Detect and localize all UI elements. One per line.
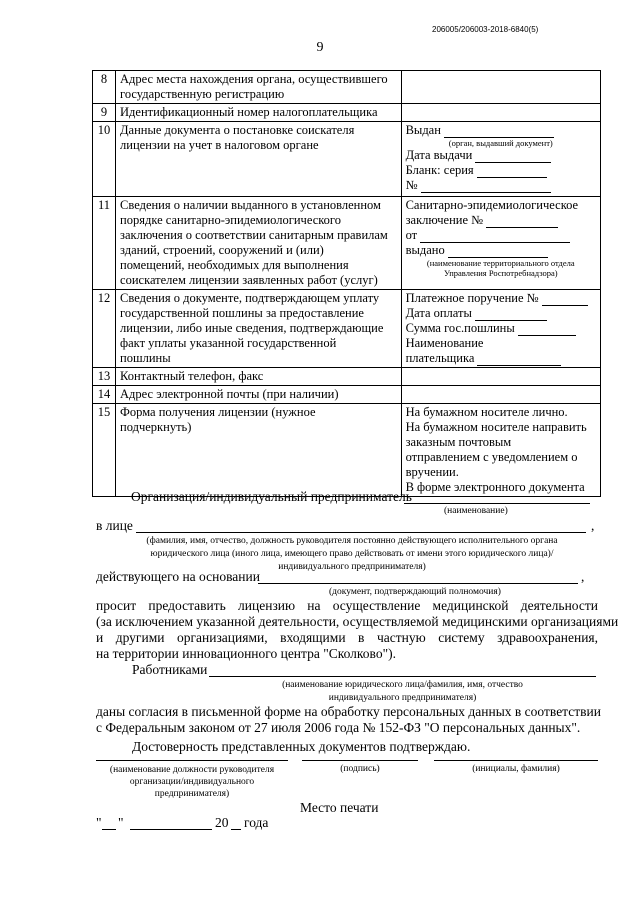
description-line: пошлины (120, 351, 171, 365)
value-hint: (наименование территориального отдела (426, 258, 575, 268)
table-row (93, 104, 601, 122)
position-hint: (наименование должности руководителя организации/индивидуального предпринимателя) (109, 765, 275, 799)
row-value[interactable] (401, 197, 600, 290)
row-value[interactable] (401, 404, 600, 497)
date-quote-close: " (118, 815, 124, 830)
date-year-prefix: 20 (215, 815, 229, 830)
value-line: Санитарно-эпидемиологическое (405, 198, 579, 212)
workers-hint: (наименование юридического лица/фамилия, имя, отчество индивидуального предпринимателя) (282, 680, 523, 703)
basis-comma: , (581, 569, 585, 584)
fill-in-line[interactable] (444, 125, 554, 138)
row-number: 10 (93, 122, 116, 197)
value-line: На бумажном носителе направить (405, 420, 587, 434)
value-line: отправлением с уведомлением о (405, 450, 578, 464)
row-number: 14 (93, 386, 116, 404)
basis-line[interactable] (258, 583, 578, 584)
org-name-line[interactable] (404, 503, 590, 504)
description-line: лицензии, либо иные сведения, подтверждающие (120, 321, 384, 335)
description-line: государственную регистрацию (120, 87, 285, 101)
value-line: Выдан (406, 123, 596, 138)
description-line: Адрес электронной почты (при наличии) (120, 387, 339, 401)
row-number: 15 (93, 404, 116, 497)
row-value[interactable] (401, 104, 600, 122)
row-description (116, 197, 402, 290)
value-line: В форме электронного документа (405, 480, 585, 494)
description-line: Сведения о документе, подтверждающем уплату (120, 291, 380, 305)
description-line: Данные документа о постановке соискателя (120, 123, 355, 137)
fill-in-line[interactable] (448, 245, 548, 258)
face-comma: , (591, 518, 595, 533)
row-description (116, 104, 402, 122)
description-line: Адрес места нахождения органа, осуществившего (120, 72, 388, 86)
table-row (93, 386, 601, 404)
fill-in-line[interactable] (420, 230, 570, 243)
row-number: 12 (93, 290, 116, 368)
consent-line-1: даны согласия в письменной форме на обработку персональных данных в соответствии (96, 704, 601, 719)
position-line[interactable] (96, 760, 288, 761)
value-line: На бумажном носителе лично. (405, 405, 568, 419)
value-hint: (орган, выдавший документ) (448, 138, 553, 148)
value-line: вручении. (405, 465, 459, 479)
verify-text: Достоверность представленных документов подтверждаю. (132, 739, 471, 754)
row-value[interactable] (401, 122, 600, 197)
value-line: от (406, 228, 596, 243)
date-year-line[interactable] (231, 829, 241, 830)
fill-in-line[interactable] (486, 215, 558, 228)
row-number: 9 (93, 104, 116, 122)
description-line: подчеркнуть) (120, 420, 192, 434)
description-line: государственной пошлины за предоставление (120, 306, 364, 320)
row-description (116, 386, 402, 404)
value-line: № (406, 178, 596, 193)
value-hint: Управления Роспотребнадзора) (443, 268, 558, 278)
value-line: заключение № (406, 213, 596, 228)
fill-in-line[interactable] (518, 323, 576, 336)
row-number: 13 (93, 368, 116, 386)
table-row (93, 368, 601, 386)
signature-line[interactable] (302, 760, 418, 761)
table-row (93, 197, 601, 290)
workers-line[interactable] (209, 676, 596, 677)
row-number: 8 (93, 71, 116, 104)
value-line: заказным почтовым (405, 435, 512, 449)
value-line: Дата выдачи (406, 148, 596, 163)
face-hint: (фамилия, имя, отчество, должность руководителя постоянно действующего исполнительного органа юридического лица (иного лица, имеющего право действовать от имени этого юридического лица)/ индивидуального предпринимателя) (146, 536, 558, 572)
row-description (116, 404, 402, 497)
basis-hint: (документ, подтверждающий полномочия) (329, 587, 501, 597)
row-description (116, 122, 402, 197)
row-value[interactable] (401, 368, 600, 386)
value-line: Платежное поручение № (406, 291, 596, 306)
fill-in-line[interactable] (421, 180, 551, 193)
fill-in-line[interactable] (477, 165, 547, 178)
date-quote-open: " (96, 815, 102, 830)
name-hint: (инициалы, фамилия) (472, 764, 560, 774)
table-row (93, 404, 601, 497)
consent-line-2: с Федеральным законом от 27 июля 2006 года № 152-ФЗ "О персональных данных". (96, 720, 581, 735)
request-line-4: на территории инновационного центра "Сколково"). (96, 646, 396, 661)
description-line: лицензии на учет в налоговом органе (120, 138, 319, 152)
date-year-suffix: года (244, 815, 269, 830)
face-label: в лице (96, 518, 133, 533)
row-value[interactable] (401, 71, 600, 104)
description-line: Идентификационный номер налогоплательщика (120, 105, 378, 119)
row-description (116, 71, 402, 104)
value-line: Сумма гос.пошлины (406, 321, 596, 336)
description-line: соискателем лицензии заявленных работ (услуг) (120, 273, 378, 287)
description-line: Контактный телефон, факс (120, 369, 264, 383)
org-hint: (наименование) (444, 506, 508, 516)
table-row (93, 122, 601, 197)
description-line: порядке санитарно-эпидемиологического (120, 213, 341, 227)
date-month-line[interactable] (130, 829, 212, 830)
value-line: выдано (406, 243, 596, 258)
signature-hint: (подпись) (340, 764, 380, 774)
fill-in-line[interactable] (477, 353, 561, 366)
org-label: Организация/индивидуальный предприниматель (131, 489, 412, 504)
seal-place: Место печати (300, 800, 379, 815)
fill-in-line[interactable] (542, 293, 588, 306)
value-line: плательщика (406, 351, 596, 366)
description-line: заключения о соответствии санитарным правилам (120, 228, 388, 242)
application-table (92, 70, 601, 497)
request-line-3: и другими организациями, входящими в частную систему здравоохранения, (96, 630, 598, 645)
description-line: зданий, строений, сооружений и (или) (120, 243, 324, 257)
basis-label: действующего на основании (96, 569, 260, 584)
fill-in-line[interactable] (475, 150, 551, 163)
description-line: Сведения о наличии выданного в установленном (120, 198, 381, 212)
request-line-2: (за исключением указанной деятельности, осуществляемой медицинскими организациями (96, 614, 619, 629)
value-line: Бланк: серия (406, 163, 596, 178)
workers-label: Работниками (132, 662, 208, 677)
row-description (116, 368, 402, 386)
representative-line[interactable] (136, 532, 586, 533)
fill-in-line[interactable] (475, 308, 547, 321)
row-number: 11 (93, 197, 116, 290)
row-value[interactable] (401, 290, 600, 368)
date-day-line[interactable] (102, 829, 116, 830)
document-number: 206005/206003-2018-6840(5) (432, 25, 539, 34)
table-row (93, 71, 601, 104)
value-line: Наименование (405, 336, 484, 350)
value-line: Дата оплаты (406, 306, 596, 321)
table-row (93, 290, 601, 368)
request-line-1: просит предоставить лицензию на осуществление медицинской деятельности (96, 598, 598, 613)
description-line: помещений, необходимых для выполнения (120, 258, 349, 272)
row-value[interactable] (401, 386, 600, 404)
description-line: факт уплаты указанной государственной (120, 336, 337, 350)
page-number: 9 (316, 40, 324, 55)
name-line[interactable] (434, 760, 598, 761)
description-line: Форма получения лицензии (нужное (120, 405, 316, 419)
row-description (116, 290, 402, 368)
